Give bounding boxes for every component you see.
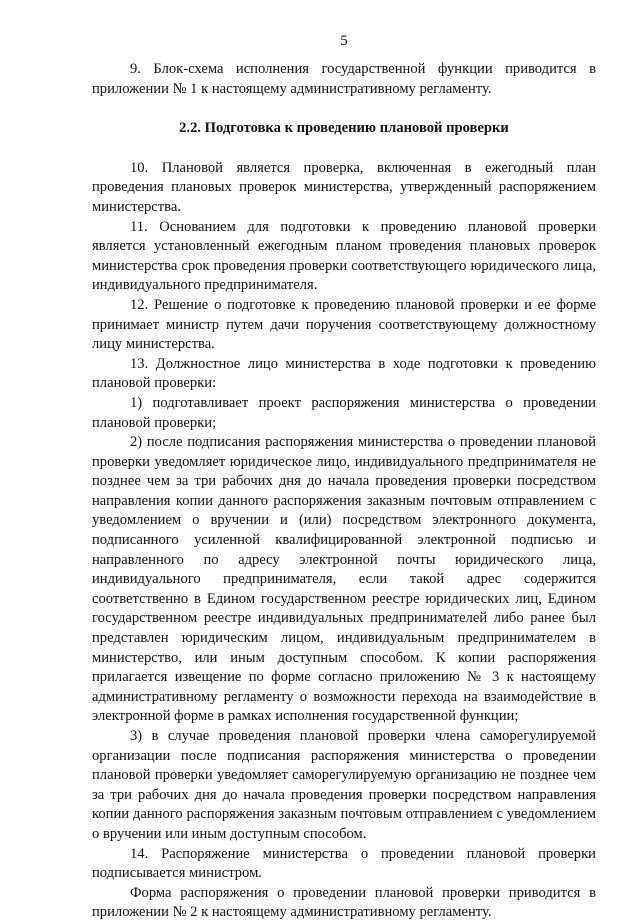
paragraph-9: 9. Блок-схема исполнения государственной функции приводится в приложении № 1 к настоящему административному регламенту. [92, 61, 596, 97]
section-heading: 2.2. Подготовка к проведению плановой проверки [179, 120, 509, 137]
paragraph-10: 10. Плановой является проверка, включенная в ежегодный план проведения плановых проверок министерства, утвержденный распоряжением министерства. [92, 159, 596, 215]
paragraph-14: 14. Распоряжение министерства о проведении плановой проверки подписывается министром. [92, 845, 596, 882]
list-item-1: 1) подготавливает проект распоряжения министерства о проведении плановой проверки; [92, 394, 596, 431]
paragraph-form-note: Форма распоряжения о проведении плановой проверки приводится в приложении № 2 к настоящему административному регламенту. [92, 884, 596, 921]
document-page [92, 32, 596, 923]
paragraph-13: 13. Должностное лицо министерства в ходе подготовки к проведению плановой проверки: [92, 355, 596, 392]
page-number: 5 [340, 33, 348, 49]
paragraph-11: 11. Основанием для подготовки к проведению плановой проверки является установленный ежегодным планом проведения плановых проверок министерства срок проведения проверки соответствующего юридического лица, индивидуального предпринимателя. [92, 218, 596, 294]
list-item-2: 2) после подписания распоряжения министерства о проведении плановой проверки уведомляет юридическое лицо, индивидуального предпринимателя не позднее чем за три рабочих дня до начала проведения проверки посредством направления копии данного распоряжения заказным почтовым отправлением с уведомлением о вручении и (или) посредством электронного документа, подписанного усиленной квалифицированной электронной подписью и направленного по адресу электронной почты юридического лица, индивидуального предпринимателя, если такой адрес содержится соответственно в Едином государственном реестре юридических лиц, Едином государственном реестре индивидуальных предпринимателей либо ранее был представлен юридическим лицом, индивидуальным предпринимателем в министерство, или иным доступным способом. К копии распоряжения прилагается извещение по форме согласно приложению № 3 к настоящему административному регламенту о возможности перехода на взаимодействие в электронной форме в рамках исполнения государственной функции; [92, 434, 596, 725]
list-item-3: 3) в случае проведения плановой проверки члена саморегулируемой организации после подписания распоряжения министерства о проведении плановой проверки уведомляет саморегулируемую организацию не позднее чем за три рабочих дня до начала проведения проверки посредством направления копии данного распоряжения заказным почтовым отправлением с уведомлением о вручении или иным доступным способом. [92, 728, 596, 842]
paragraph-12: 12. Решение о подготовке к проведению плановой проверки и ее форме принимает министр путем дачи поручения соответствующему должностному лицу министерства. [92, 296, 596, 353]
